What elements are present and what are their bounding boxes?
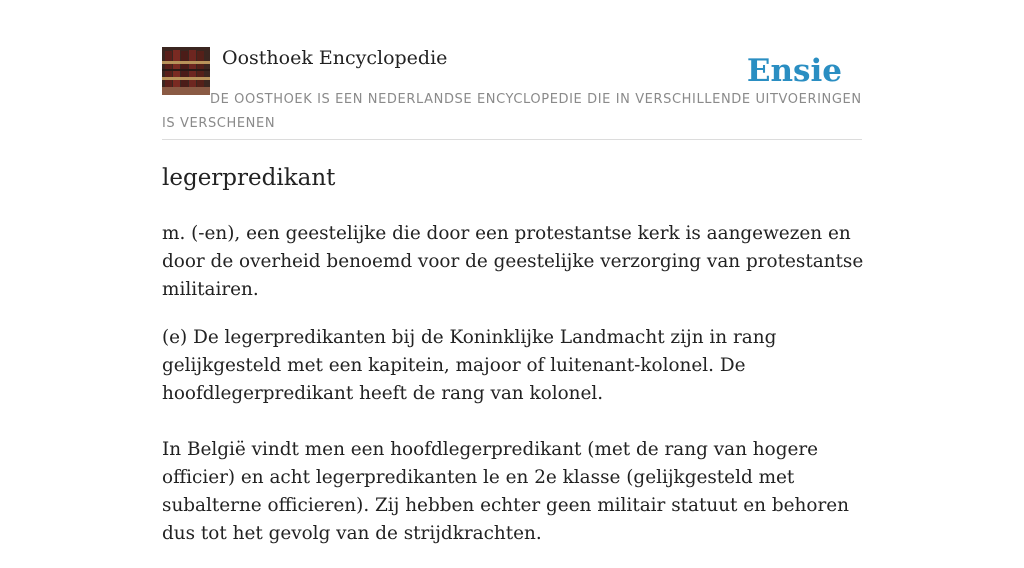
article xyxy=(162,160,866,568)
article-paragraph: m. (-en), een geestelijke die door een protestantse kerk is aangewezen en door de overheid benoemd voor de geestelijke verzorging van protestantse militairen. xyxy=(162,223,864,300)
source-header xyxy=(162,46,862,140)
brand-logo-link[interactable]: Ensie xyxy=(746,53,842,89)
article-term-title: legerpredikant xyxy=(162,165,336,191)
source-description: DE OOSTHOEK IS EEN NEDERLANDSE ENCYCLOPEDIE DIE IN VERSCHILLENDE UITVOERINGEN IS VERSCHENEN xyxy=(162,92,862,131)
article-paragraph: (e) De legerpredikanten bij de Koninklijke Landmacht zijn in rang gelijkgesteld met een kapitein, majoor of luitenant-kolonel. De hoofdlegerpredikant heeft de rang van kolonel. xyxy=(162,327,777,404)
source-name-link[interactable]: Oosthoek Encyclopedie xyxy=(222,47,448,69)
article-paragraph: In België vindt men een hoofdlegerpredikant (met de rang van hogere officier) en acht legerpredikanten le en 2e klasse (gelijkgesteld met subalterne officieren). Zij hebben echter geen militair statuut en behoren dus tot het gevolg van de strijdkrachten. xyxy=(162,439,849,544)
